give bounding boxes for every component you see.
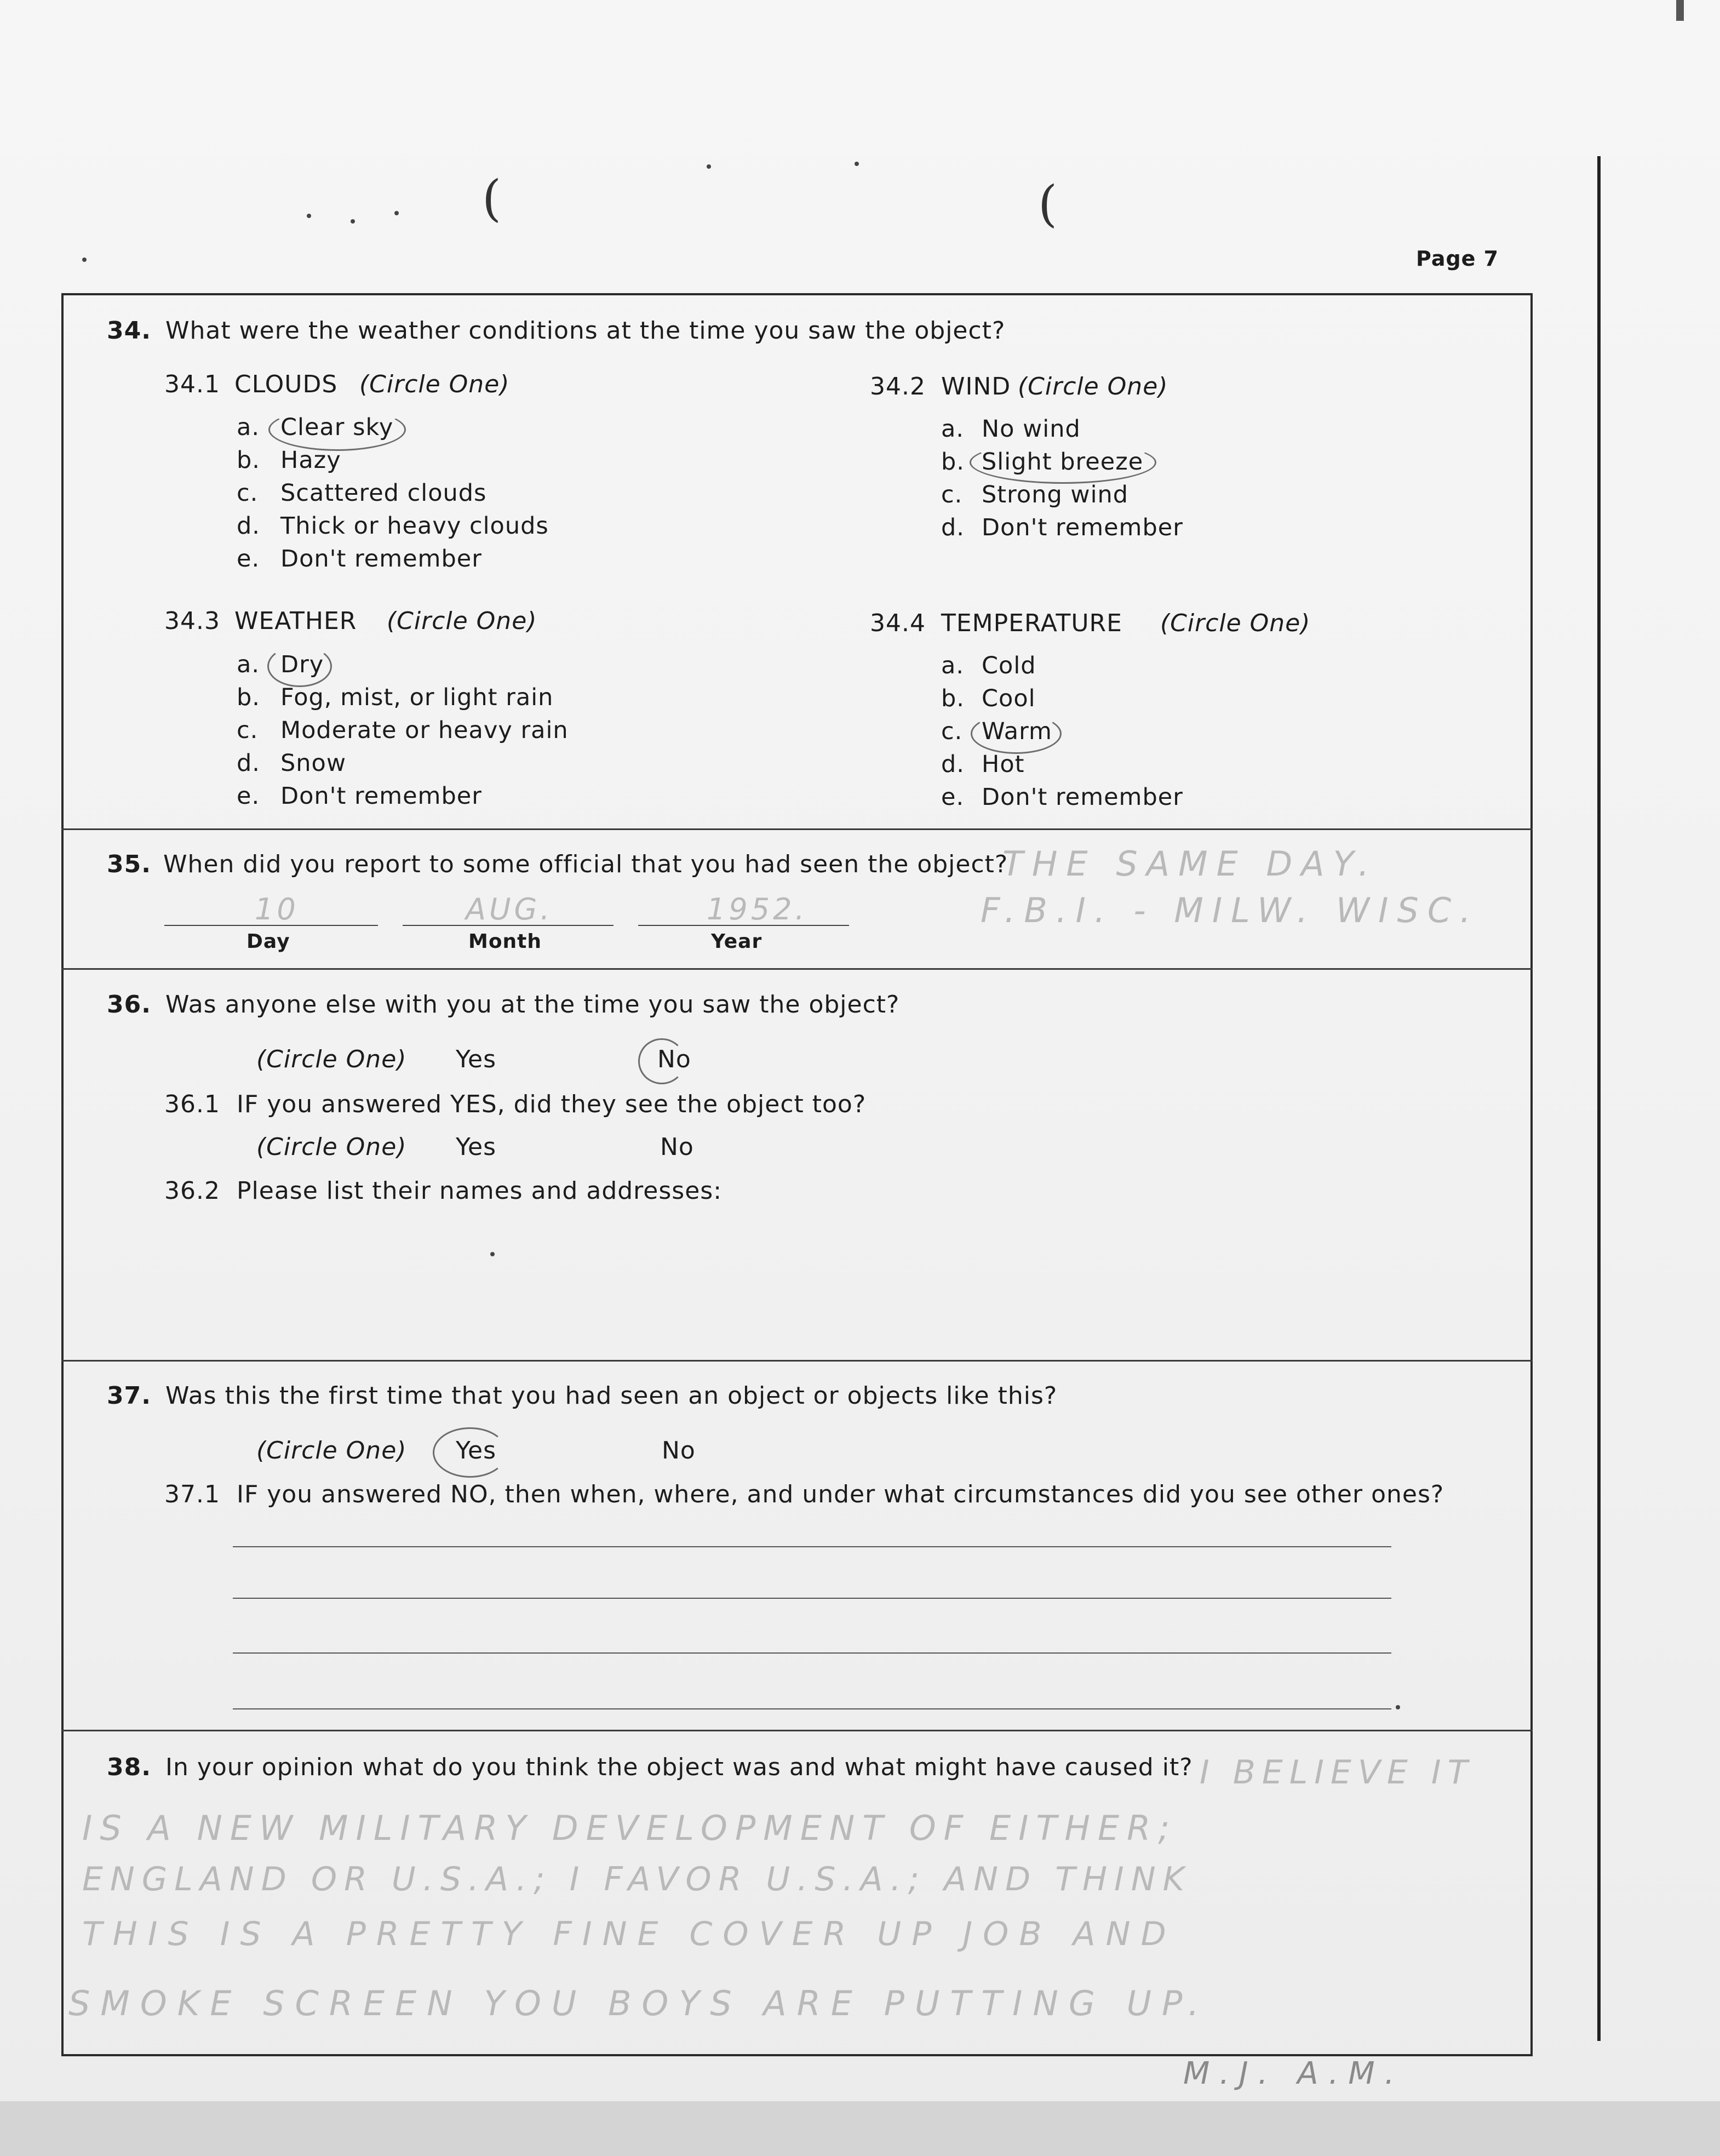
q35-month-value[interactable]: AUG. xyxy=(466,892,553,927)
q38-answer-line[interactable]: ENGLAND OR U.S.A.; I FAVOR U.S.A.; AND THINK xyxy=(82,1860,1191,1898)
month-line xyxy=(403,925,614,926)
q36-1-yes-option[interactable]: Yes xyxy=(456,1133,497,1161)
q37-selection-circle xyxy=(433,1427,507,1478)
clouds-option-letter: c. xyxy=(237,479,259,507)
temperature-option[interactable]: Cool xyxy=(982,685,1036,712)
q34-4-title: TEMPERATURE xyxy=(941,609,1122,637)
q34-4-number: 34.4 xyxy=(870,609,926,637)
section-divider xyxy=(61,1730,1533,1731)
q35-handwritten-note: THE SAME DAY. xyxy=(1002,844,1378,884)
day-line xyxy=(164,925,378,926)
clouds-option[interactable]: Hazy xyxy=(280,447,341,474)
weather-option[interactable]: Snow xyxy=(280,750,347,777)
year-label: Year xyxy=(711,930,762,953)
temperature-option[interactable]: Warm xyxy=(982,718,1052,745)
temperature-option[interactable]: Cold xyxy=(982,652,1036,679)
q37-answer-line[interactable] xyxy=(233,1708,1391,1709)
weather-option-letter: a. xyxy=(237,651,260,678)
q38-answer-line[interactable]: IS A NEW MILITARY DEVELOPMENT OF EITHER; xyxy=(82,1808,1178,1848)
weather-option[interactable]: Don't remember xyxy=(280,782,482,810)
month-label: Month xyxy=(468,930,542,953)
q37-no-option[interactable]: No xyxy=(662,1437,696,1465)
q37-number: 37. xyxy=(107,1382,151,1410)
q36-1-instr: (Circle One) xyxy=(256,1133,407,1161)
clouds-option[interactable]: Thick or heavy clouds xyxy=(280,512,549,540)
weather-option-letter: c. xyxy=(237,717,259,744)
clouds-option[interactable]: Scattered clouds xyxy=(280,479,487,507)
speck xyxy=(855,162,859,166)
speck xyxy=(82,258,87,262)
wind-option-letter: c. xyxy=(941,481,963,508)
section-divider xyxy=(61,828,1533,830)
punch-mark-right: ( xyxy=(1038,175,1058,233)
q36-1-no-option[interactable]: No xyxy=(660,1133,694,1161)
weather-option[interactable]: Fog, mist, or light rain xyxy=(280,684,554,711)
page-number: Page 7 xyxy=(1416,247,1499,271)
section-divider xyxy=(61,968,1533,970)
q35-question: When did you report to some official that you had seen the object? xyxy=(163,850,1008,878)
q38-question: In your opinion what do you think the object was and what might have caused it? xyxy=(165,1753,1193,1781)
speck xyxy=(707,164,711,169)
temperature-option-letter: c. xyxy=(941,718,963,745)
day-label: Day xyxy=(246,930,290,953)
scan-margin xyxy=(0,2101,1720,2156)
q37-yes-option[interactable]: Yes xyxy=(456,1437,497,1465)
q37-answer-line[interactable] xyxy=(233,1652,1391,1654)
q36-yes-option[interactable]: Yes xyxy=(456,1045,497,1073)
q37-instr: (Circle One) xyxy=(256,1437,407,1465)
q34-3-number: 34.3 xyxy=(164,607,220,635)
q36-number: 36. xyxy=(107,991,151,1019)
q37-answer-line[interactable] xyxy=(233,1546,1391,1547)
q36-no-option[interactable]: No xyxy=(657,1045,691,1073)
page-edge xyxy=(1597,156,1601,2041)
clouds-option-letter: a. xyxy=(237,414,260,441)
q36-2-question: Please list their names and addresses: xyxy=(237,1177,723,1205)
q34-3-instr: (Circle One) xyxy=(387,607,537,635)
wind-option-letter: d. xyxy=(941,514,965,541)
q36-1-number: 36.1 xyxy=(164,1090,220,1118)
clouds-selection-circle xyxy=(268,408,406,451)
q37-1-question: IF you answered NO, then when, where, and under what circumstances did you see other ones? xyxy=(237,1480,1444,1508)
weather-option[interactable]: Dry xyxy=(280,651,324,678)
clouds-option[interactable]: Don't remember xyxy=(280,545,482,573)
speck xyxy=(394,211,399,215)
clouds-option-letter: b. xyxy=(237,447,260,474)
q34-2-number: 34.2 xyxy=(870,373,926,401)
q35-year-value[interactable]: 1952. xyxy=(707,892,808,927)
q37-question: Was this the first time that you had seen an object or objects like this? xyxy=(165,1382,1058,1410)
wind-option-letter: b. xyxy=(941,448,965,476)
wind-option-letter: a. xyxy=(941,415,965,443)
q38-answer-line[interactable]: I BELIEVE IT xyxy=(1200,1753,1475,1792)
temperature-option[interactable]: Hot xyxy=(982,751,1025,778)
speck xyxy=(351,219,355,224)
weather-option-letter: e. xyxy=(237,782,260,810)
q35-day-value[interactable]: 10 xyxy=(255,892,299,927)
q34-3-title: WEATHER xyxy=(234,607,357,635)
q35-handwritten-note: F.B.I. - MILW. WISC. xyxy=(981,890,1480,930)
weather-selection-circle xyxy=(267,645,332,687)
q34-2-instr: (Circle One) xyxy=(1018,373,1168,401)
wind-option[interactable]: Don't remember xyxy=(982,514,1183,541)
speck xyxy=(490,1252,495,1256)
wind-option[interactable]: Slight breeze xyxy=(982,448,1144,476)
section-divider xyxy=(61,1360,1533,1362)
q36-2-number: 36.2 xyxy=(164,1177,220,1205)
q38-answer-line[interactable]: SMOKE SCREEN YOU BOYS ARE PUTTING UP. xyxy=(68,1983,1209,2023)
temperature-selection-circle xyxy=(971,713,1062,754)
speck xyxy=(307,214,311,218)
q36-1-question: IF you answered YES, did they see the object too? xyxy=(237,1090,867,1118)
wind-option[interactable]: Strong wind xyxy=(982,481,1129,508)
q34-1-number: 34.1 xyxy=(164,370,220,398)
q34-4-instr: (Circle One) xyxy=(1160,609,1311,637)
q34-2-title: WIND xyxy=(941,373,1011,401)
clouds-option[interactable]: Clear sky xyxy=(280,414,394,441)
q34-1-instr: (Circle One) xyxy=(359,370,510,398)
q36-selection-circle xyxy=(638,1038,685,1084)
punch-mark-left: ( xyxy=(482,170,502,227)
speck xyxy=(1396,1705,1400,1709)
q38-answer-line[interactable]: THIS IS A PRETTY FINE COVER UP JOB AND xyxy=(82,1915,1177,1953)
q36-instr: (Circle One) xyxy=(256,1045,407,1073)
wind-option[interactable]: No wind xyxy=(982,415,1081,443)
weather-option-letter: d. xyxy=(237,750,260,777)
film-mark xyxy=(1676,0,1684,21)
q35-number: 35. xyxy=(107,850,151,878)
q34-1-title: CLOUDS xyxy=(234,370,338,398)
temperature-option[interactable]: Don't remember xyxy=(982,784,1183,811)
temperature-option-letter: e. xyxy=(941,784,965,811)
temperature-option-letter: d. xyxy=(941,751,965,778)
q38-number: 38. xyxy=(107,1753,151,1781)
temperature-option-letter: b. xyxy=(941,685,965,712)
weather-option-letter: b. xyxy=(237,684,260,711)
wind-selection-circle xyxy=(970,441,1156,484)
q37-1-number: 37.1 xyxy=(164,1480,220,1508)
clouds-option-letter: e. xyxy=(237,545,260,573)
weather-option[interactable]: Moderate or heavy rain xyxy=(280,717,569,744)
temperature-option-letter: a. xyxy=(941,652,965,679)
q37-answer-line[interactable] xyxy=(233,1598,1391,1599)
q36-question: Was anyone else with you at the time you saw the object? xyxy=(165,991,900,1019)
year-line xyxy=(638,925,849,926)
handwritten-initials: M.J. A.M. xyxy=(1183,2056,1404,2091)
clouds-option-letter: d. xyxy=(237,512,260,540)
q34-question: What were the weather conditions at the time you saw the object? xyxy=(165,317,1006,345)
q34-number: 34. xyxy=(107,317,151,345)
